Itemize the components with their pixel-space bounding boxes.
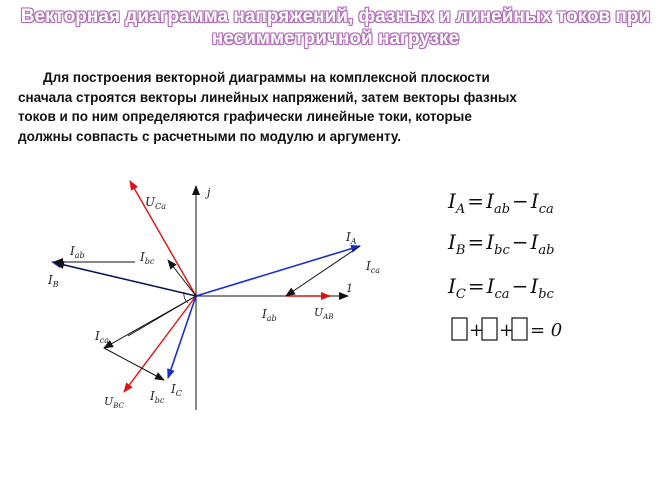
title-line-2: несимметричной нагрузке (211, 28, 460, 49)
vector-I-ab-left (55, 263, 196, 296)
label-I-C: $I_C$ (171, 382, 182, 398)
label-U-bc: $U_{BC}$ (104, 395, 124, 410)
label-I-B: $I_B$ (48, 273, 59, 289)
label-I-bc-bottom: $I_{bc}$ (150, 389, 165, 405)
equation-1: $I_A = I_{ab} - I_{ca}$ (448, 189, 554, 217)
equation-2: $I_B = I_{bc} - I_{ab}$ (448, 230, 555, 258)
label-U-ab: $U_{AB}$ (314, 306, 334, 321)
vector-I-ab-bottom (128, 296, 196, 336)
paragraph-line-2: сначала строятся векторы линейных напряжений, затем векторы фазных (18, 89, 517, 105)
equations (447, 189, 562, 341)
paragraph-line-4: должны совпасть с расчетными по модулю и аргументу. (18, 128, 401, 144)
label-I-A: $I_A$ (346, 230, 357, 246)
label-I-ca-right: $I_{ca}$ (366, 259, 380, 275)
label-I-ca-left: $I_{ca}$ (95, 329, 109, 345)
eq4-plus-2: + (499, 320, 515, 341)
label-I-ab-left: $I_{ab}$ (70, 244, 85, 260)
vector-I-C (168, 296, 196, 378)
paragraph-line-3: токов и по ним определяются графически линейные токи, которые (18, 109, 472, 124)
eq4-rhs: = 0 (530, 320, 563, 341)
eq4-box-3 (512, 318, 527, 340)
axis-label-1: 1 (346, 282, 353, 295)
title-line-1: Векторная диаграмма напряжений, фазных и линейных токов при (20, 6, 651, 27)
eq4-box-2 (482, 318, 497, 340)
vector-I-A (196, 246, 360, 296)
paragraph-line-1: Для построения векторной диаграммы на комплексной плоскости (43, 70, 490, 85)
eq4-box-1 (452, 318, 467, 340)
label-I-ab-bottom: $I_{ab}$ (262, 307, 277, 323)
vector-I-bc-bottom (104, 348, 164, 380)
equation-3: $I_C = I_{ca} - I_{bc}$ (448, 274, 554, 302)
eq4-plus-1: + (469, 320, 485, 341)
vector-U-ca (130, 181, 196, 296)
label-U-ca: $U_{Ca}$ (145, 195, 167, 211)
axis-label-j: j (207, 186, 211, 199)
label-I-bc-top: $I_{bc}$ (140, 250, 155, 266)
